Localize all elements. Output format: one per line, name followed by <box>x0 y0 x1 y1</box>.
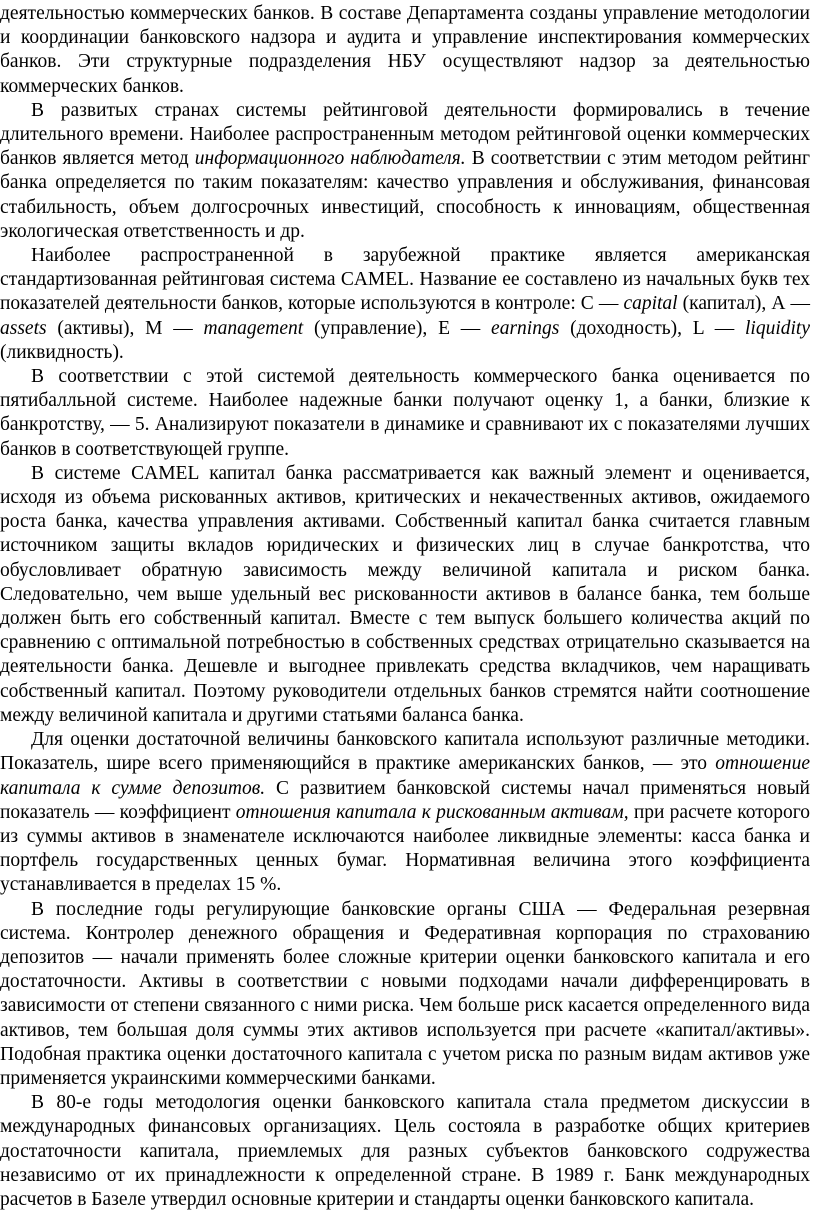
text-run: В последние годы регулирующие банковские органы США — Федеральная резервная система. Контролер денежного обращения и Федеративная корпорация по страхованию депозитов — начали применять более сложные критерии оценки банковского капитала и его достаточности. Активы в соответствии с новыми подходами начали дифференцировать в зависимости от степени связанного с ними риска. Чем больше риск касается определенного вида активов, тем большая доля суммы этих активов используется при расчете «капитал/активы». Подобная практика оценки достаточного капитала с учетом риска по разным видам активов уже применяется украинскими коммерческими банками. <box>0 898 810 1089</box>
italic-text: отношения капитала к рискованным активам, <box>235 801 629 823</box>
text-run: (ликвидность). <box>0 341 124 363</box>
text-run: С развитием банковской системы начал применяться новый показатель — коэффициент <box>0 777 810 823</box>
text-run: В системе CAMEL капитал банка рассматривается как важный элемент и оценивается, исходя из объема рискованных активов, критических и некачественных активов, ожидаемого роста банка, качества управления активами. Собственный капитал банка считается главным источником защиты вкладов юридических и физических лиц в случае банкротства, что обусловливает обратную зависимость между величиной капитала и риском банка. Следовательно, чем выше удельный вес рискованности активов в балансе банка, тем больше должен быть его собственный капитал. Вместе с тем выпуск большего количества акций по сравнению с оптимальной потребностью в собственных средствах отрицательно сказывается на деятельности банка. Дешевле и выгоднее привлекать средства вкладчиков, чем наращивать собственный капитал. Поэтому руководители отдельных банков стремятся найти соотношение между величиной капитала и другими статьями баланса банка. <box>0 462 810 726</box>
italic-text: liquidity <box>745 317 810 339</box>
paragraph-7 <box>0 898 810 1092</box>
text-run: В развитых странах системы рейтинговой деятельности формировались в течение длительного времени. Наиболее распространенным методом рейтинговой оценки коммерческих банков является метод <box>0 99 810 170</box>
text-run: Наиболее распространенной в зарубежной практике является американская стандартизованная рейтинговая система CAMEL. Название ее составлено из начальных букв тех показателей деятельности банков, которые используются в контроле: С — <box>0 245 810 315</box>
text-run: (капитал), А — <box>677 293 810 315</box>
paragraph-5 <box>0 462 810 728</box>
paragraph-6 <box>0 728 810 897</box>
italic-text: информационного наблюдателя. <box>194 148 466 170</box>
text-run: В 80-е годы методология оценки банковского капитала стала предметом дискуссии в международных финансовых организациях. Цель состояла в разработке общих критериев достаточности капитала, приемлемых для разных субъектов банковского содружества независимо от их принадлежности к определенной стране. В 1989 г. Банк международных расчетов в Базеле утвердил основные критерии и стандарты оценки банковского капитала. <box>0 1092 810 1210</box>
paragraph-4 <box>0 365 810 462</box>
italic-text: отношение капитала к сумме депозитов. <box>0 753 810 799</box>
italic-text: capital <box>623 293 678 315</box>
text-run: Для оценки достаточной величины банковского капитала используют различные методики. Показатель, шире всего применяющийся в практике американских банков, — это <box>0 729 810 775</box>
text-run: (активы), М — <box>46 317 204 339</box>
italic-text: assets <box>0 317 47 339</box>
text-run: при расчете которого из суммы активов в знаменателе исключаются наиболее ликвидные элементы: касса банка и портфель государственных ценных бумаг. Нормативная величина этого коэффициента устанавливается в пределах 15 %. <box>0 801 810 896</box>
italic-text: earnings <box>491 317 560 339</box>
text-run: В соответствии с этой системой деятельность коммерческого банка оценивается по пятибалльной системе. Наиболее надежные банки получают оценку 1, а банки, близкие к банкротству, — 5. Анализируют показатели в динамике и сравнивают их с показателями лучших банков в соответствующей группе. <box>0 366 810 460</box>
text-run: (доходность), L — <box>559 317 745 339</box>
paragraph-2 <box>0 99 810 244</box>
paragraph-8 <box>0 1091 810 1212</box>
paragraph-3 <box>0 244 810 365</box>
italic-text: management <box>203 317 304 339</box>
text-run: (управление), Е — <box>303 317 492 339</box>
text-run: деятельностью коммерческих банков. В составе Департамента созданы управление методологии и координации банковского надзора и аудита и управление инспектирования коммерческих банков. Эти структурные подразделения НБУ осуществляют надзор за деятельностью коммерческих банков. <box>0 3 810 97</box>
paragraph-1 <box>0 2 810 99</box>
text-run: В соответствии с этим методом рейтинг банка определяется по таким показателям: качество управления и обслуживания, финансовая стабильность, объем долгосрочных инвестиций, способность к инновациям, общественная экологическая ответственность и др. <box>0 148 810 242</box>
